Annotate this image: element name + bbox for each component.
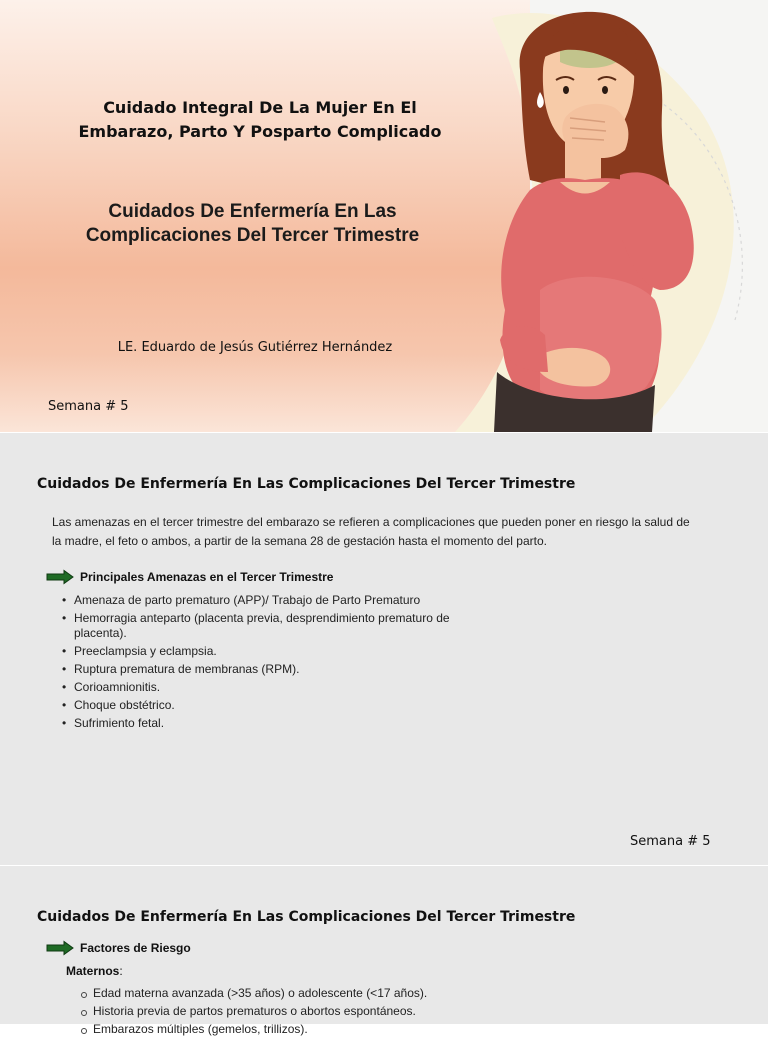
slide3-section-heading — [46, 941, 191, 955]
maternal-risk-list — [80, 984, 427, 1038]
risk-factors-slide — [0, 866, 768, 1036]
arrow-right-icon — [46, 941, 74, 955]
cover-slide — [0, 0, 768, 432]
list-item: • Amenaza de parto prematuro (APP)/ Trabajo de Parto Prematuro — [62, 593, 482, 608]
list-item: • Hemorragia anteparto (placenta previa, desprendimiento prematuro de placenta). — [62, 611, 482, 641]
threats-list — [62, 593, 482, 734]
maternos-colon: : — [119, 964, 123, 978]
slide2-section-label: Principales Amenazas en el Tercer Trimestre — [80, 570, 334, 584]
list-item: Historia previa de partos prematuros o abortos espontáneos. — [80, 1002, 427, 1020]
threats-slide — [0, 433, 768, 865]
list-item: • Preeclampsia y eclampsia. — [62, 644, 482, 659]
cover-author: LE. Eduardo de Jesús Gutiérrez Hernández — [117, 340, 393, 355]
list-item: Embarazos múltiples (gemelos, trillizos). — [80, 1020, 427, 1038]
cover-title: Cuidado Integral De La Mujer En El Embarazo, Parto Y Posparto Complicado — [78, 98, 442, 141]
list-item: • Ruptura prematura de membranas (RPM). — [62, 662, 482, 677]
slide2-title: Cuidados De Enfermería En Las Complicaciones Del Tercer Trimestre — [37, 476, 576, 492]
list-item: • Corioamnionitis. — [62, 680, 482, 695]
cover-subtitle: Cuidados De Enfermería En Las Complicaciones Del Tercer Trimestre — [85, 201, 420, 246]
slide2-section-heading — [46, 570, 333, 584]
list-item: Edad materna avanzada (>35 años) o adolescente (<17 años). — [80, 984, 427, 1002]
arrow-right-icon — [46, 570, 74, 584]
slide3-title: Cuidados De Enfermería En Las Complicaciones Del Tercer Trimestre — [37, 909, 576, 925]
slide2-intro: Las amenazas en el tercer trimestre del embarazo se refieren a complicaciones que pueden poner en riesgo la salud de la madre, el feto o ambos, a partir de la semana 28 de gestación hasta el momento del parto. — [52, 515, 690, 548]
list-item: • Choque obstétrico. — [62, 698, 482, 713]
slide3-section-label: Factores de Riesgo — [80, 941, 191, 955]
cover-week-label: Semana # 5 — [48, 399, 129, 414]
maternos-heading — [66, 964, 123, 978]
list-item: • Sufrimiento fetal. — [62, 716, 482, 731]
maternos-label: Maternos — [66, 964, 120, 978]
slide2-week-label: Semana # 5 — [630, 834, 711, 849]
